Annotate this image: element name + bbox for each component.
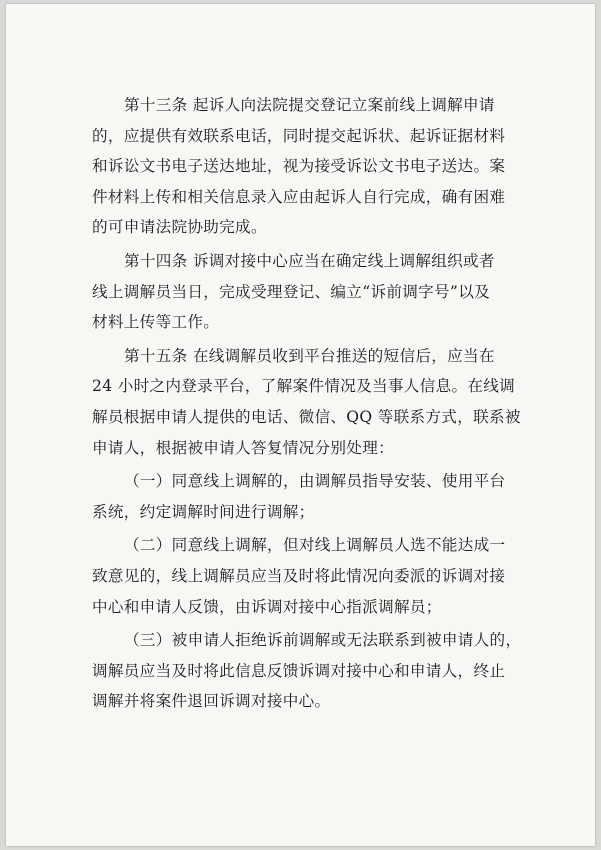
article-13-line-3: 和诉讼文书电子送达地址，视为接受诉讼文书电子送达。案 [92,157,506,176]
article-14-line-1: 第十四条 诉调对接中心应当在确定线上调解组织或者 [124,251,495,270]
clause-1-line-1: （一）同意线上调解的，由调解员指导安装、使用平台 [124,472,506,491]
document-body [92,90,532,717]
article-15-line-2: 24 小时之内登录平台，了解案件情况及当事人信息。在线调 [92,377,516,396]
article-15-line-3: 解员根据申请人提供的电话、微信、QQ 等联系方式，联系被 [92,407,521,426]
clause-1-line-2: 系统，约定调解时间进行调解； [92,502,315,521]
article-14-line-2: 线上调解员当日，完成受理登记、编立“诉前调字号”以及 [92,282,490,301]
clause-3-line-1: （三）被申请人拒绝诉前调解或无法联系到被申请人的， [124,631,522,650]
clause-2-line-2: 致意见的，线上调解员应当及时将此情况向委派的诉调对接 [92,566,506,585]
clause-2-line-3: 中心和申请人反馈，由诉调对接中心指派调解员； [92,597,442,616]
clause-3-line-2: 调解员应当及时将此信息反馈诉调对接中心和申请人，终止 [92,661,506,680]
article-15-line-1: 第十五条 在线调解员收到平台推送的短信后，应当在 [124,346,495,365]
clause-2-line-1: （二）同意线上调解，但对线上调解员人选不能达成一 [124,536,506,555]
article-13-line-1: 第十三条 起诉人向法院提交登记立案前线上调解申请 [124,96,495,114]
article-14-line-3: 材料上传等工作。 [92,313,220,332]
article-13-line-5: 的可申请法院协助完成。 [92,218,267,237]
article-15-line-4: 申请人，根据被申请人答复情况分别处理： [92,438,394,457]
article-13-line-2: 的，应提供有效联系电话，同时提交起诉状、起诉证据材料 [92,126,506,145]
clause-3-line-3: 调解并将案件退回诉调对接中心。 [92,692,331,711]
article-13-line-4: 件材料上传和相关信息录入应由起诉人自行完成，确有困难 [92,187,506,206]
document-page [6,4,595,846]
